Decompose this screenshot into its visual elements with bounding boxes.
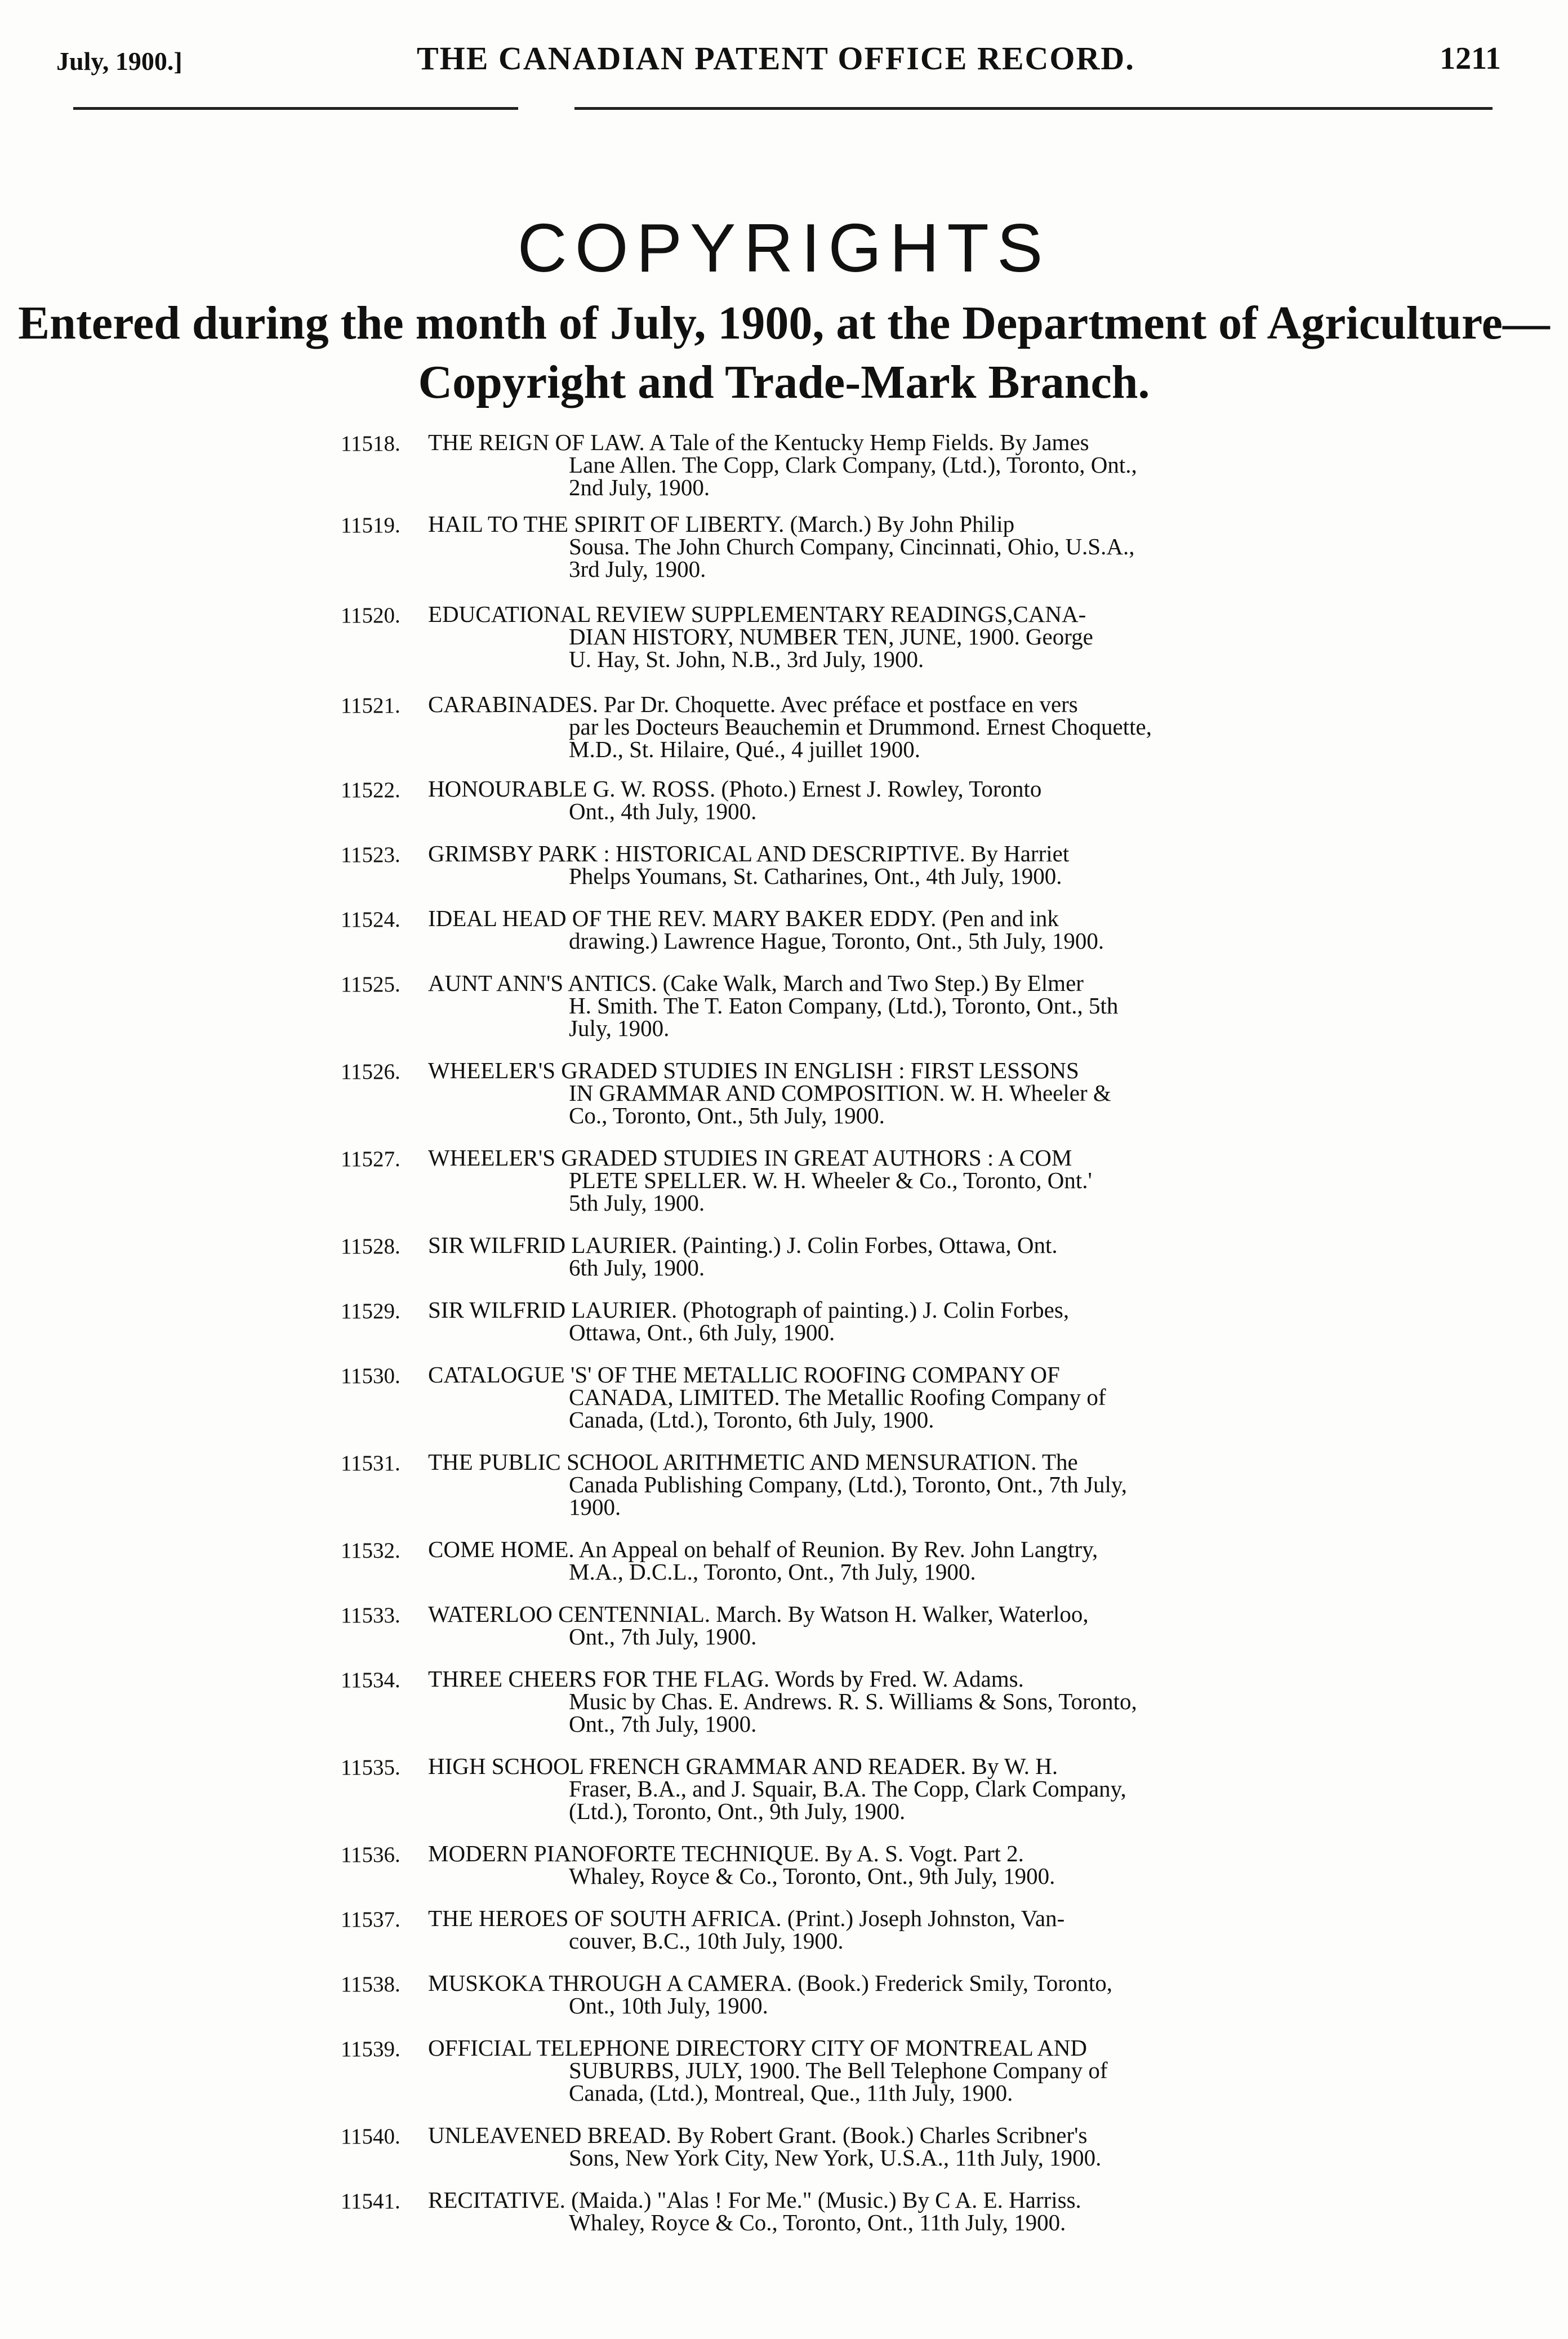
entry-text-line: Phelps Youmans, St. Catharines, Ont., 4th July, 1900. <box>569 863 1062 889</box>
entry-number: 11534. <box>341 1668 400 1692</box>
entry-text-line: CANADA, LIMITED. The Metallic Roofing Company of <box>569 1384 1106 1410</box>
entry-text-line: M.A., D.C.L., Toronto, Ont., 7th July, 1900. <box>569 1559 976 1585</box>
entry-text-line: Whaley, Royce & Co., Toronto, Ont., 11th July, 1900. <box>569 2209 1066 2235</box>
entry-text-line: couver, B.C., 10th July, 1900. <box>569 1928 844 1954</box>
entry-number: 11537. <box>341 1907 400 1932</box>
subtitle-line-2: Copyright and Trade-Mark Branch. <box>418 356 1150 408</box>
entry-text-line: MUSKOKA THROUGH A CAMERA. (Book.) Frederick Smily, Toronto, <box>428 1970 1113 1996</box>
entry-text-line: Co., Toronto, Ont., 5th July, 1900. <box>569 1102 885 1128</box>
entry-number: 11525. <box>341 972 400 997</box>
entry-number: 11521. <box>341 693 400 718</box>
entry-text-line: UNLEAVENED BREAD. By Robert Grant. (Book.) Charles Scribner's <box>428 2122 1088 2148</box>
entry-number: 11541. <box>341 2189 400 2213</box>
entry-text-line: GRIMSBY PARK : HISTORICAL AND DESCRIPTIVE. By Harriet <box>428 841 1070 866</box>
entry-text-line: OFFICIAL TELEPHONE DIRECTORY CITY OF MONTREAL AND <box>428 2035 1088 2061</box>
entry-text-line: CARABINADES. Par Dr. Choquette. Avec préface et postface en vers <box>428 691 1078 717</box>
list-item <box>0 431 1568 504</box>
entry-text-line: SUBURBS, JULY, 1900. The Bell Telephone Company of <box>569 2057 1108 2083</box>
entry-text-line: Lane Allen. The Copp, Clark Company, (Ltd.), Toronto, Ont., <box>569 452 1137 478</box>
list-item <box>0 842 1568 893</box>
journal-title: THE CANADIAN PATENT OFFICE RECORD. <box>417 40 1135 77</box>
entry-text-line: SIR WILFRID LAURIER. (Painting.) J. Colin Forbes, Ottawa, Ont. <box>428 1232 1058 1258</box>
entry-text-line: Whaley, Royce & Co., Toronto, Ont., 9th July, 1900. <box>569 1863 1055 1889</box>
entry-text-line: Sousa. The John Church Company, Cincinnati, Ohio, U.S.A., <box>569 533 1135 559</box>
entry-text-line: July, 1900. <box>569 1015 670 1041</box>
entry-text-line: MODERN PIANOFORTE TECHNIQUE. By A. S. Vogt. Part 2. <box>428 1840 1024 1866</box>
page-number: 1211 <box>1440 41 1501 76</box>
entry-text-line: Ont., 4th July, 1900. <box>569 798 757 824</box>
entry-number: 11531. <box>341 1451 400 1475</box>
entry-number: 11535. <box>341 1755 400 1780</box>
entry-text-line: THE REIGN OF LAW. A Tale of the Kentucky Hemp Fields. By James <box>428 429 1089 455</box>
entry-text-line: H. Smith. The T. Eaton Company, (Ltd.), Toronto, Ont., 5th <box>569 993 1119 1019</box>
list-item <box>0 1755 1568 1828</box>
entry-text-line: PLETE SPELLER. W. H. Wheeler & Co., Toronto, Ont.' <box>569 1167 1092 1193</box>
entry-text-line: RECITATIVE. (Maida.) "Alas ! For Me." (Music.) By C A. E. Harriss. <box>428 2187 1081 2213</box>
list-item <box>0 1299 1568 1349</box>
list-item <box>0 693 1568 766</box>
entry-text-line: THE HEROES OF SOUTH AFRICA. (Print.) Joseph Johnston, Van- <box>428 1905 1065 1931</box>
list-item <box>0 2036 1568 2110</box>
entry-text-line: IDEAL HEAD OF THE REV. MARY BAKER EDDY. (Pen and ink <box>428 905 1059 931</box>
header-date: July, 1900.] <box>56 47 182 75</box>
entry-text-line: HIGH SCHOOL FRENCH GRAMMAR AND READER. By W. H. <box>428 1753 1058 1779</box>
running-header <box>56 35 1507 86</box>
entry-text-line: AUNT ANN'S ANTICS. (Cake Walk, March and Two Step.) By Elmer <box>428 970 1084 996</box>
entry-text-line: Sons, New York City, New York, U.S.A., 11th July, 1900. <box>569 2145 1102 2171</box>
list-item <box>0 1972 1568 2022</box>
list-item <box>0 907 1568 958</box>
entry-number: 11533. <box>341 1603 400 1627</box>
entry-text-line: M.D., St. Hilaire, Qué., 4 juillet 1900. <box>569 736 921 762</box>
entry-number: 11530. <box>341 1364 400 1388</box>
entry-text-line: 5th July, 1900. <box>569 1190 705 1216</box>
entry-number: 11523. <box>341 843 400 867</box>
entry-text-line: (Ltd.), Toronto, Ont., 9th July, 1900. <box>569 1798 906 1824</box>
entry-text-line: 3rd July, 1900. <box>569 556 706 582</box>
subtitle-line-1: Entered during the month of July, 1900, at the Department of Agriculture— <box>18 297 1550 349</box>
entry-text-line: U. Hay, St. John, N.B., 3rd July, 1900. <box>569 646 924 672</box>
list-item <box>0 603 1568 676</box>
entry-text-line: 2nd July, 1900. <box>569 474 710 500</box>
entry-number: 11522. <box>341 778 400 802</box>
entry-text-line: CATALOGUE 'S' OF THE METALLIC ROOFING COMPANY OF <box>428 1362 1060 1388</box>
entry-text-line: Music by Chas. E. Andrews. R. S. Williams & Sons, Toronto, <box>569 1688 1137 1714</box>
entry-text-line: Ont., 7th July, 1900. <box>569 1624 757 1649</box>
entry-text-line: Canada Publishing Company, (Ltd.), Toronto, Ont., 7th July, <box>569 1471 1127 1497</box>
list-item <box>0 1667 1568 1741</box>
entry-text-line: WHEELER'S GRADED STUDIES IN ENGLISH : FIRST LESSONS <box>428 1057 1079 1083</box>
entry-number: 11538. <box>341 1972 400 1996</box>
list-item <box>0 1842 1568 1893</box>
list-item <box>0 1451 1568 1524</box>
entry-text-line: COME HOME. An Appeal on behalf of Reunion. By Rev. John Langtry, <box>428 1536 1098 1562</box>
entry-text-line: HONOURABLE G. W. ROSS. (Photo.) Ernest J. Rowley, Toronto <box>428 776 1042 802</box>
entry-text-line: THREE CHEERS FOR THE FLAG. Words by Fred. W. Adams. <box>428 1666 1024 1692</box>
entry-text-line: Fraser, B.A., and J. Squair, B.A. The Copp, Clark Company, <box>569 1776 1126 1802</box>
entry-text-line: IN GRAMMAR AND COMPOSITION. W. H. Wheeler & <box>569 1080 1111 1106</box>
entry-number: 11536. <box>341 1843 400 1867</box>
list-item <box>0 513 1568 586</box>
entry-number: 11519. <box>341 513 400 537</box>
entry-number: 11532. <box>341 1538 400 1563</box>
entry-number: 11529. <box>341 1299 400 1323</box>
list-item <box>0 972 1568 1045</box>
header-rule-right <box>574 107 1493 110</box>
entry-text-line: WHEELER'S GRADED STUDIES IN GREAT AUTHORS : A COM <box>428 1145 1072 1171</box>
entry-number: 11526. <box>341 1060 400 1084</box>
entry-text-line: WATERLOO CENTENNIAL. March. By Watson H. Walker, Waterloo, <box>428 1601 1089 1627</box>
list-item <box>0 1146 1568 1220</box>
list-item <box>0 2124 1568 2175</box>
entry-text-line: Ottawa, Ont., 6th July, 1900. <box>569 1319 835 1345</box>
entry-number: 11527. <box>341 1147 400 1171</box>
list-item <box>0 1538 1568 1589</box>
entry-number: 11524. <box>341 908 400 932</box>
entry-text-line: SIR WILFRID LAURIER. (Photograph of painting.) J. Colin Forbes, <box>428 1297 1070 1323</box>
list-item <box>0 1059 1568 1132</box>
entry-number: 11539. <box>341 2037 400 2061</box>
entry-text-line: par les Docteurs Beauchemin et Drummond. Ernest Choquette, <box>569 714 1152 740</box>
list-item <box>0 2189 1568 2239</box>
page-title: COPYRIGHTS <box>517 210 1051 286</box>
entry-text-line: DIAN HISTORY, NUMBER TEN, JUNE, 1900. George <box>569 624 1093 650</box>
list-item <box>0 1603 1568 1653</box>
entry-text-line: 1900. <box>569 1494 621 1520</box>
header-rule-left <box>73 107 518 110</box>
entry-text-line: Canada, (Ltd.), Toronto, 6th July, 1900. <box>569 1407 934 1433</box>
entry-text-line: EDUCATIONAL REVIEW SUPPLEMENTARY READINGS,CANA- <box>428 601 1086 627</box>
entry-text-line: 6th July, 1900. <box>569 1255 705 1280</box>
entry-text-line: drawing.) Lawrence Hague, Toronto, Ont., 5th July, 1900. <box>569 928 1104 954</box>
entry-number: 11540. <box>341 2124 400 2149</box>
entry-text-line: Ont., 10th July, 1900. <box>569 1993 768 2018</box>
entry-text-line: Ont., 7th July, 1900. <box>569 1711 757 1737</box>
entry-text-line: THE PUBLIC SCHOOL ARITHMETIC AND MENSURATION. The <box>428 1449 1078 1475</box>
entry-number: 11528. <box>341 1234 400 1259</box>
list-item <box>0 777 1568 828</box>
list-item <box>0 1907 1568 1958</box>
entry-number: 11520. <box>341 603 400 628</box>
entry-text-line: Canada, (Ltd.), Montreal, Que., 11th July, 1900. <box>569 2080 1013 2106</box>
list-item <box>0 1363 1568 1437</box>
entry-text-line: HAIL TO THE SPIRIT OF LIBERTY. (March.) By John Philip <box>428 511 1015 537</box>
entry-number: 11518. <box>341 432 400 456</box>
list-item <box>0 1234 1568 1284</box>
